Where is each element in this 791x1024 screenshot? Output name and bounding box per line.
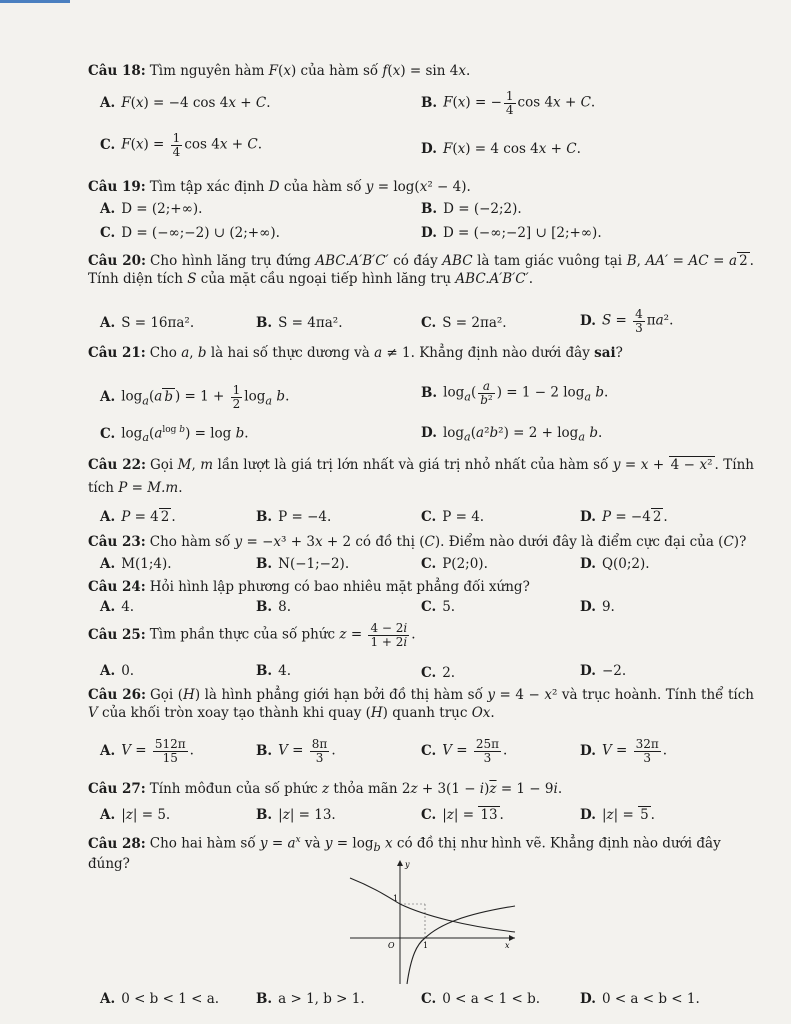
q25-option-c[interactable]: C. 2. xyxy=(421,665,456,681)
question-28-stem: Câu 28: Cho hai hàm số $y = a^x$ và $y = \log_b x$ có đồ thị như hình vẽ. Khẳng định nào dưới đây đúng? xyxy=(88,835,721,873)
q22-option-c[interactable]: C. P = 4. xyxy=(421,509,485,525)
q28-graph-figure xyxy=(345,856,520,988)
q27-option-a[interactable]: A. |z| = 5. xyxy=(100,807,171,823)
origin-label: O xyxy=(388,941,395,950)
q21-option-c[interactable]: C. $\log_a(a^{log b}) = \log b$. xyxy=(100,425,249,445)
q26-option-a[interactable]: A. V = $\frac{512\pi}{15}$ . xyxy=(100,737,194,765)
q23-option-b[interactable]: B. N(−1;−2). xyxy=(256,556,350,572)
q24-option-c[interactable]: C. 5. xyxy=(421,599,456,615)
q20-option-d[interactable]: D. S = $\frac{4}{3}$ πa². xyxy=(580,307,674,335)
q20-option-b[interactable]: B. S = 4πa². xyxy=(256,315,343,331)
x-axis-label: x xyxy=(505,941,510,950)
question-25 xyxy=(88,621,758,681)
q28-option-d[interactable]: D. 0 < a < b < 1. xyxy=(580,991,700,1007)
x-tick-label: 1 xyxy=(423,941,429,950)
q20-option-a[interactable]: A. S = 16πa². xyxy=(100,315,195,331)
q23-option-c[interactable]: C. P(2;0). xyxy=(421,556,488,572)
q24-option-b[interactable]: B. 8. xyxy=(256,599,292,615)
question-25-stem: Câu 25: Tìm phần thực của số phức z = $\frac{4 - 2i}{1 + 2i}$ . xyxy=(88,621,416,649)
question-22 xyxy=(88,454,754,525)
q19-option-a[interactable]: A. D = (2;+∞). xyxy=(100,201,203,217)
q27-option-b[interactable]: B. |z| = 13. xyxy=(256,807,336,823)
question-21-stem: Câu 21: Cho a, b là hai số thực dương và a ≠ 1. Khẳng định nào dưới đây sai? xyxy=(88,345,623,361)
exponential-curve xyxy=(350,878,515,932)
q18-option-c[interactable]: C. F(x) = $\frac{1}{4}$ cos 4x + C. xyxy=(100,131,262,159)
y-tick-label: 1 xyxy=(393,894,399,903)
q18-option-d[interactable]: D. F(x) = 4 cos 4x + C. xyxy=(421,141,581,157)
q26-option-c[interactable]: C. V = $\frac{25\pi}{3}$ . xyxy=(421,737,508,765)
q24-option-a[interactable]: A. 4. xyxy=(100,599,135,615)
q28-option-a[interactable]: A. 0 < b < 1 < a. xyxy=(100,991,220,1007)
q27-option-c[interactable]: C. |z| = 13 . xyxy=(421,807,504,823)
q18-option-b[interactable]: B. F(x) = − $\frac{1}{4}$ cos 4x + C. xyxy=(421,89,596,117)
question-27-stem: Câu 27: Tính môđun của số phức z thỏa mãn $2z + 3(1 - i)\overline{z} = 1 - 9i$. xyxy=(88,781,563,797)
question-26-stem: Câu 26: Gọi (H) là hình phẳng giới hạn bởi đồ thị hàm số y = 4 − x² và trục hoành. Tính thể tích V của khối tròn xoay tạo thành khi quay (H) quanh trục Ox. xyxy=(88,687,754,722)
q19-option-b[interactable]: B. D = (−2;2). xyxy=(421,201,522,217)
q21-option-d[interactable]: D. $\log_a(a^2b^2) = 2 + \log_a b$. xyxy=(421,425,603,444)
question-24 xyxy=(88,578,758,615)
q19-option-d[interactable]: D. D = (−∞;−2] ∪ [2;+∞). xyxy=(421,225,602,241)
question-26 xyxy=(88,686,754,765)
q27-option-d[interactable]: D. |z| = 5 . xyxy=(580,807,655,823)
q22-option-a[interactable]: A. P = 4 2 . xyxy=(100,509,176,525)
q23-option-d[interactable]: D. Q(0;2). xyxy=(580,556,650,572)
y-axis-arrow-icon xyxy=(397,860,403,866)
question-22-stem: Câu 22: Gọi M, m lần lượt là giá trị lớn nhất và giá trị nhỏ nhất của hàm số y = x + 4 − x² . Tính tích P = M.m. xyxy=(88,457,754,496)
q25-option-a[interactable]: A. 0. xyxy=(100,663,135,679)
q18-option-a[interactable]: A. F(x) = −4 cos 4x + C. xyxy=(100,95,271,111)
question-18-stem: Câu 18: Tìm nguyên hàm F(x) của hàm số f(x) = sin 4x. xyxy=(88,63,471,79)
q25-option-b[interactable]: B. 4. xyxy=(256,663,292,679)
question-20-stem: Câu 20: Cho hình lăng trụ đứng ABC.A′B′C′ có đáy ABC là tam giác vuông tại B, AA′ = AC = a 2 . Tính diện tích S của mặt cầu ngoại tiếp hình lăng trụ ABC.A′B′C′. xyxy=(88,253,754,288)
q22-option-d[interactable]: D. P = −4 2 . xyxy=(580,509,668,525)
q19-option-c[interactable]: C. D = (−∞;−2) ∪ (2;+∞). xyxy=(100,225,280,241)
question-20 xyxy=(88,252,754,335)
q25-option-d[interactable]: D. −2. xyxy=(580,663,627,679)
q28-option-c[interactable]: C. 0 < a < 1 < b. xyxy=(421,991,541,1007)
question-18-text: Tìm nguyên hàm F(x) của hàm số f(x) = sin 4x. xyxy=(149,63,471,79)
q22-option-b[interactable]: B. P = −4. xyxy=(256,509,332,525)
question-21 xyxy=(88,344,758,445)
q21-option-b[interactable]: B. $\log_a$( $\frac{a}{\text{b²}}$ ) = 1 − 2 $\log_a b$. xyxy=(421,379,609,407)
y-axis-label: y xyxy=(405,860,410,869)
question-18 xyxy=(88,62,758,159)
question-19 xyxy=(88,178,758,241)
question-24-stem: Câu 24: Hỏi hình lập phương có bao nhiêu mặt phẳng đối xứng? xyxy=(88,579,530,595)
q28-option-b[interactable]: B. a > 1, b > 1. xyxy=(256,991,365,1007)
question-23-stem: Câu 23: Cho hàm số y = −x³ + 3x + 2 có đồ thị (C). Điểm nào dưới đây là điểm cực đại của (C)? xyxy=(88,534,747,550)
scan-edge-mark xyxy=(0,0,70,3)
question-23 xyxy=(88,533,758,572)
q20-option-c[interactable]: C. S = 2πa². xyxy=(421,315,507,331)
q23-option-a[interactable]: A. M(1;4). xyxy=(100,556,172,572)
q21-option-a[interactable]: A. $\log_a(a$ b ) = 1 + $\frac{1}{2}$ $\log_a b$. xyxy=(100,383,290,411)
question-27 xyxy=(88,780,758,823)
q24-option-d[interactable]: D. 9. xyxy=(580,599,615,615)
q26-option-d[interactable]: D. V = $\frac{32\pi}{3}$ . xyxy=(580,737,668,765)
question-19-stem: Câu 19: Tìm tập xác định D của hàm số y = log(x² − 4). xyxy=(88,179,471,195)
x-axis-arrow-icon xyxy=(509,935,515,941)
q26-option-b[interactable]: B. V = $\frac{8\pi}{3}$ . xyxy=(256,737,336,765)
